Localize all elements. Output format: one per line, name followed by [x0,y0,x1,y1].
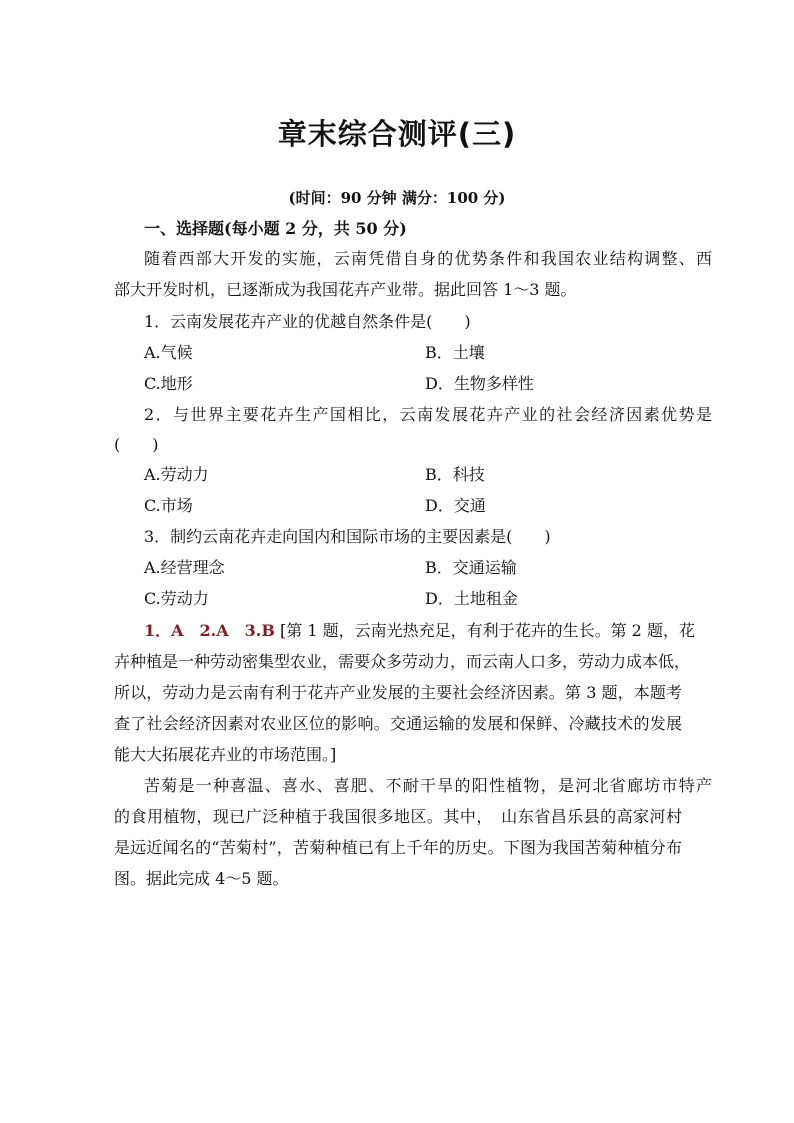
passage-line: 图。据此完成 4～5 题。 [114,869,289,888]
answer-line: 所以，劳动力是云南有利于花卉产业发展的主要社会经济因素。第 3 题，本题考 [114,683,682,702]
passage-line: 的食用植物，现已广泛种植于我国很多地区。其中， 山东省昌乐县的高家河村 [114,807,682,826]
answer-line [114,620,712,642]
option-a: A.经营理念 [144,558,225,577]
passage-line: 苦菊是一种喜温、喜水、喜肥、不耐干旱的阳性植物，是河北省廊坊市特产 [144,776,712,795]
option-a: A.气候 [144,343,193,362]
answer-line: 卉种植是一种劳动密集型农业，需要众多劳动力，而云南人口多，劳动力成本低， [114,652,691,671]
passage-line: 随着西部大开发的实施，云南凭借自身的优势条件和我国农业结构调整、西 [144,249,712,268]
option-d: D．土地租金 [425,589,518,608]
option-a: A.劳动力 [144,465,209,484]
page-title: 章末综合测评(三) [277,117,517,151]
answer-line: 查了社会经济因素对农业区位的影响。交通运输的发展和保鲜、冷藏技术的发展 [114,714,682,733]
section-heading: 一、选择题(每小题 2 分，共 50 分) [144,219,407,238]
passage-line: 是远近闻名的“苦菊村”，苦菊种植已有上千年的历史。下图为我国苦菊种植分布 [114,838,682,857]
option-d: D．交通 [425,496,486,515]
option-b: B．土壤 [425,343,485,362]
option-d: D．生物多样性 [425,374,534,393]
option-b: B．交通运输 [425,558,517,577]
question-stem: 1．云南发展花卉产业的优越自然条件是( ) [144,312,471,331]
question-stem-cont: ( ) [114,435,159,454]
answer-key: 1．A 2.A 3.B [144,621,275,640]
option-c: C.市场 [144,496,193,515]
question-stem: 2．与世界主要花卉生产国相比，云南发展花卉产业的社会经济因素优势是 [144,405,712,424]
question-stem: 3．制约云南花卉走向国内和国际市场的主要因素是( ) [144,527,551,546]
answer-line: 能大大拓展花卉业的市场范围。] [114,745,337,764]
option-c: C.地形 [144,374,193,393]
answer-explanation: [第 1 题，云南光热充足，有利于花卉的生长。第 2 题，花 [280,621,695,640]
exam-info: (时间：90 分钟 满分：100 分) [288,189,506,207]
passage-line: 部大开发时机，已逐渐成为我国花卉产业带。据此回答 1～3 题。 [114,280,577,299]
option-c: C.劳动力 [144,589,209,608]
option-b: B．科技 [425,465,485,484]
